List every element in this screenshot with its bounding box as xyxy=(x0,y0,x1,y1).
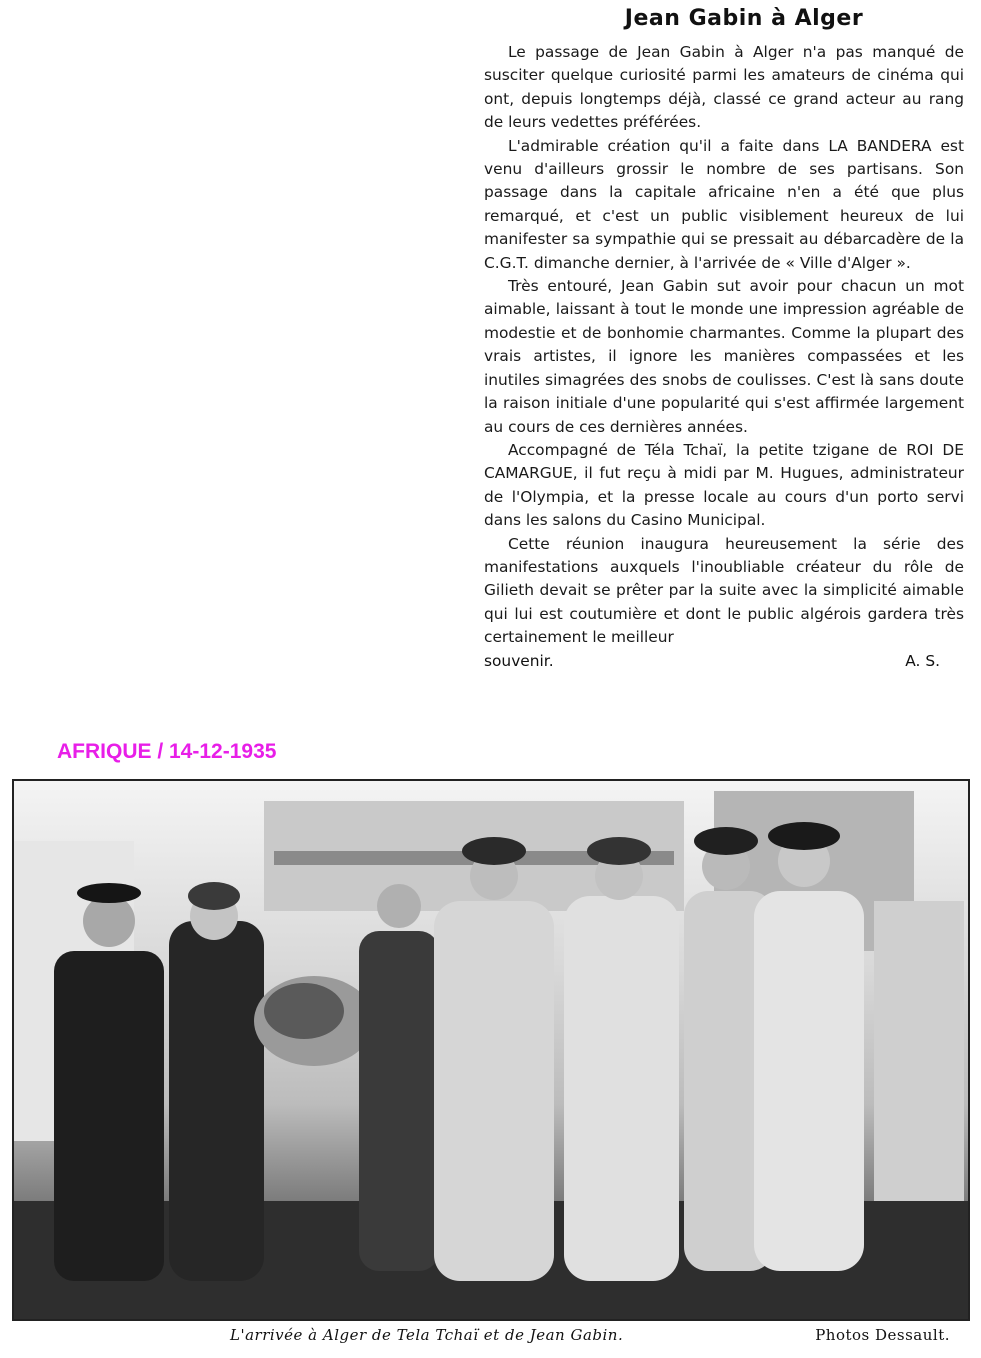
article-ending xyxy=(484,650,964,673)
date-stamp: AFRIQUE / 14-12-1935 xyxy=(57,740,277,763)
article xyxy=(484,6,964,673)
article-last-word: souvenir. xyxy=(484,651,554,670)
group-photo xyxy=(12,779,970,1321)
article-paragraph-4: Accompagné de Téla Tchaï, la petite tzigane de ROI DE CAMARGUE, il fut reçu à midi par M. Hugues, administrateur de l'Olympia, et la presse locale au cours d'un porto servi dans les salons du Casino Municipal. xyxy=(484,440,964,530)
article-paragraph-2: L'admirable création qu'il a faite dans LA BANDERA est venu d'ailleurs grossir le nombre de ses partisans. Son passage dans la capitale africaine n'en a été que plus remarqué, et c'est un public visiblement heureux de lui manifester sa sympathie qui se pressait au débarcadère de la C.G.T. dimanche dernier, à l'arrivée de « Ville d'Alger ». xyxy=(484,136,964,272)
article-paragraph-1: Le passage de Jean Gabin à Alger n'a pas manqué de susciter quelque curiosité parmi les amateurs de cinéma qui ont, depuis longtemps déjà, classé ce grand acteur au rang de leurs vedettes préférées. xyxy=(484,43,964,132)
article-paragraph-3: Très entouré, Jean Gabin sut avoir pour chacun un mot aimable, laissant à tout le monde une impression agréable de modestie et de bonhomie charmantes. Comme la plupart des vrais artistes, il ignore les manières compassées et les inutiles simagrées des snobs de coulisses. C'est là sans doute la raison initiale d'une popularité qui s'est affirmée largement au cours de ces dernières années. xyxy=(484,277,964,436)
photo-credit: Photos Dessault. xyxy=(815,1326,950,1344)
article-paragraph-5: Cette réunion inaugura heureusement la série des manifestations auxquels l'inoubliable créateur du rôle de Gilieth devait se prêter par la suite avec la simplicité aimable qui lui est coutumière et dont le public algérois gardera très certainement le meilleur xyxy=(484,534,964,647)
photo-caption: L'arrivée à Alger de Tela Tchaï et de Jean Gabin. xyxy=(230,1326,624,1344)
article-title: Jean Gabin à Alger xyxy=(624,6,864,31)
article-signature: A. S. xyxy=(905,651,940,670)
photo-caption-line xyxy=(230,1326,950,1344)
photo-illustration xyxy=(14,781,968,1319)
